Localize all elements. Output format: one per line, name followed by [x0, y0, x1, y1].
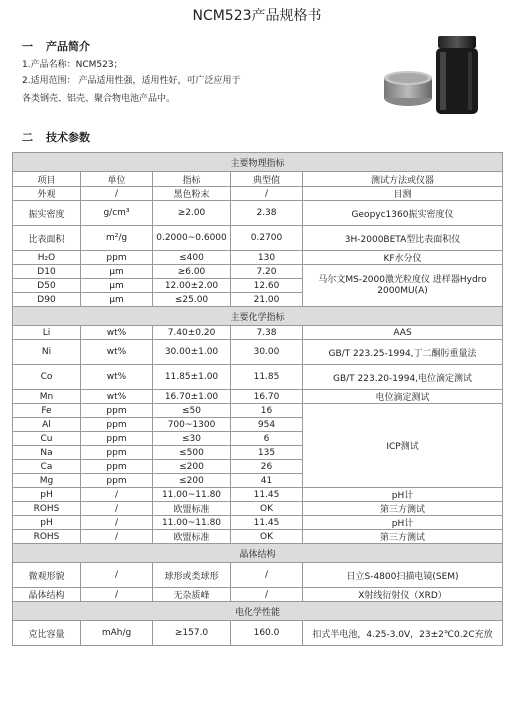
cell-typical: 135: [231, 446, 303, 460]
cell-spec: 0.2000~0.6000: [153, 226, 231, 251]
intro-line-3: 各类钢壳、铝壳、聚合物电池产品中。: [22, 94, 176, 104]
cell-unit: /: [81, 588, 153, 602]
cell-method: KF水分仪: [303, 251, 503, 265]
product-image: [380, 30, 490, 120]
table-row: [13, 516, 503, 530]
cell-typical: 7.38: [231, 326, 303, 340]
cell-spec: 黑色粉末: [153, 187, 231, 201]
cell-spec: 30.00±1.00: [153, 340, 231, 365]
table-row: [13, 621, 503, 646]
header-spec: 指标: [153, 172, 231, 187]
cell-unit: ppm: [81, 251, 153, 265]
cell-method: Geopyc1360振实密度仪: [303, 201, 503, 226]
cell-method: GB/T 223.25-1994,丁二酮肟重量法: [303, 340, 503, 365]
cell-unit: m²/g: [81, 226, 153, 251]
table-row: [13, 340, 503, 365]
cell-method: 目测: [303, 187, 503, 201]
cell-method-icp: ICP测试: [303, 404, 503, 488]
header-unit: 单位: [81, 172, 153, 187]
cell-item: Li: [13, 326, 81, 340]
header-typical: 典型值: [231, 172, 303, 187]
spec-table: [12, 152, 503, 646]
intro-line-2: 2.适用范围： 产品适用性强，适用性好，可广泛应用于: [22, 76, 241, 86]
section-row-physical: 主要物理指标: [13, 153, 503, 172]
cell-method: 3H-2000BETA型比表面积仪: [303, 226, 503, 251]
table-row: [13, 365, 503, 390]
cell-unit: /: [81, 563, 153, 588]
cell-spec: 欧盟标准: [153, 530, 231, 544]
cell-typical: 41: [231, 474, 303, 488]
table-row: [13, 588, 503, 602]
cell-item: Al: [13, 418, 81, 432]
table-row: [13, 265, 503, 279]
cell-unit: ppm: [81, 432, 153, 446]
cell-spec: 16.70±1.00: [153, 390, 231, 404]
cell-spec: ≤50: [153, 404, 231, 418]
cell-item: Ni: [13, 340, 81, 365]
cell-typical: 6: [231, 432, 303, 446]
cell-typical: 954: [231, 418, 303, 432]
cell-typical: 30.00: [231, 340, 303, 365]
cell-typical: 2.38: [231, 201, 303, 226]
cell-spec: ≥6.00: [153, 265, 231, 279]
cell-spec: ≤500: [153, 446, 231, 460]
cell-typical: 12.60: [231, 279, 303, 293]
cell-item: Mn: [13, 390, 81, 404]
table-row: [13, 201, 503, 226]
cell-unit: /: [81, 488, 153, 502]
cell-unit: ppm: [81, 474, 153, 488]
cell-typical: /: [231, 563, 303, 588]
cell-method: 电位滴定测试: [303, 390, 503, 404]
cell-unit: ppm: [81, 446, 153, 460]
cell-typical: 21.00: [231, 293, 303, 307]
cell-spec: ≥2.00: [153, 201, 231, 226]
section-heading-tech: [22, 129, 90, 145]
table-row: [13, 488, 503, 502]
cell-item: pH: [13, 488, 81, 502]
cell-typical: 160.0: [231, 621, 303, 646]
cell-unit: ppm: [81, 460, 153, 474]
cell-typical: 26: [231, 460, 303, 474]
section-row-crystal: 晶体结构: [13, 544, 503, 563]
cell-item: 晶体结构: [13, 588, 81, 602]
header-method: 测试方法或仪器: [303, 172, 503, 187]
cell-item: Na: [13, 446, 81, 460]
cell-typical: 7.20: [231, 265, 303, 279]
cell-unit: g/cm³: [81, 201, 153, 226]
cell-item: ROHS: [13, 502, 81, 516]
header-item: 项目: [13, 172, 81, 187]
cell-method: X射线衍射仪（XRD）: [303, 588, 503, 602]
cell-method: 扣式半电池，4.25-3.0V，23±2℃0.2C充放: [303, 621, 503, 646]
cell-spec: 11.00~11.80: [153, 488, 231, 502]
intro-line-1: 1.产品名称：NCM523；: [22, 60, 123, 70]
cell-spec: 无杂质峰: [153, 588, 231, 602]
table-row: [13, 326, 503, 340]
cell-spec: ≥157.0: [153, 621, 231, 646]
cell-item: 外观: [13, 187, 81, 201]
cell-item: H₂O: [13, 251, 81, 265]
cell-item: Co: [13, 365, 81, 390]
cell-unit: ppm: [81, 404, 153, 418]
table-row: [13, 530, 503, 544]
section-heading-intro: [22, 38, 90, 54]
cell-spec: 12.00±2.00: [153, 279, 231, 293]
cell-unit: /: [81, 516, 153, 530]
cell-spec: ≤200: [153, 460, 231, 474]
cell-unit: wt%: [81, 390, 153, 404]
cell-typical: 16.70: [231, 390, 303, 404]
cell-item: D10: [13, 265, 81, 279]
cell-typical: /: [231, 588, 303, 602]
header-row: [13, 172, 503, 187]
cell-spec: 欧盟标准: [153, 502, 231, 516]
cell-method: GB/T 223.20-1994,电位滴定测试: [303, 365, 503, 390]
cell-typical: 11.45: [231, 516, 303, 530]
cell-spec: ≤25.00: [153, 293, 231, 307]
cell-method: 日立S-4800扫描电镜(SEM): [303, 563, 503, 588]
cell-spec: ≤400: [153, 251, 231, 265]
table-row: [13, 404, 503, 418]
cell-item: Ca: [13, 460, 81, 474]
cell-unit: wt%: [81, 340, 153, 365]
cell-unit: /: [81, 187, 153, 201]
section-title: 技术参数: [46, 131, 90, 144]
cell-item: 比表面积: [13, 226, 81, 251]
section-number: 一: [22, 40, 33, 53]
cell-spec: 11.00~11.80: [153, 516, 231, 530]
table-row: [13, 390, 503, 404]
cell-spec: ≤200: [153, 474, 231, 488]
cell-spec: ≤30: [153, 432, 231, 446]
cell-spec: 11.85±1.00: [153, 365, 231, 390]
cell-item: Cu: [13, 432, 81, 446]
cell-unit: mAh/g: [81, 621, 153, 646]
table-row: [13, 226, 503, 251]
cell-method: pH计: [303, 516, 503, 530]
table-row: [13, 502, 503, 516]
cell-method-psd: 马尔文MS-2000激光粒度仪 进样器Hydro 2000MU(A): [303, 265, 503, 307]
cell-spec: 700~1300: [153, 418, 231, 432]
cell-method: pH计: [303, 488, 503, 502]
cell-method: 第三方测试: [303, 530, 503, 544]
cell-typical: 0.2700: [231, 226, 303, 251]
cell-unit: μm: [81, 293, 153, 307]
cell-item: ROHS: [13, 530, 81, 544]
cell-typical: OK: [231, 530, 303, 544]
cell-unit: μm: [81, 265, 153, 279]
document-title: NCM523产品规格书: [192, 8, 322, 24]
table-row: [13, 187, 503, 201]
cell-spec: 球形或类球形: [153, 563, 231, 588]
section-title: 产品简介: [46, 40, 90, 53]
cell-item: 克比容量: [13, 621, 81, 646]
cell-unit: /: [81, 502, 153, 516]
cell-unit: ppm: [81, 418, 153, 432]
cell-typical: 16: [231, 404, 303, 418]
cell-item: pH: [13, 516, 81, 530]
cell-typical: 11.85: [231, 365, 303, 390]
cell-item: Fe: [13, 404, 81, 418]
cell-item: D50: [13, 279, 81, 293]
cell-spec: 7.40±0.20: [153, 326, 231, 340]
cell-unit: μm: [81, 279, 153, 293]
cell-item: 振实密度: [13, 201, 81, 226]
section-row-chemical: 主要化学指标: [13, 307, 503, 326]
cell-item: 微观形貌: [13, 563, 81, 588]
cell-typical: /: [231, 187, 303, 201]
section-number: 二: [22, 131, 33, 144]
section-row-electro: 电化学性能: [13, 602, 503, 621]
cell-method: AAS: [303, 326, 503, 340]
cell-unit: /: [81, 530, 153, 544]
table-row: [13, 251, 503, 265]
cell-typical: OK: [231, 502, 303, 516]
cell-typical: 11.45: [231, 488, 303, 502]
cell-unit: wt%: [81, 326, 153, 340]
cell-item: Mg: [13, 474, 81, 488]
cell-typical: 130: [231, 251, 303, 265]
cell-unit: wt%: [81, 365, 153, 390]
cell-method: 第三方测试: [303, 502, 503, 516]
table-row: [13, 563, 503, 588]
cell-item: D90: [13, 293, 81, 307]
